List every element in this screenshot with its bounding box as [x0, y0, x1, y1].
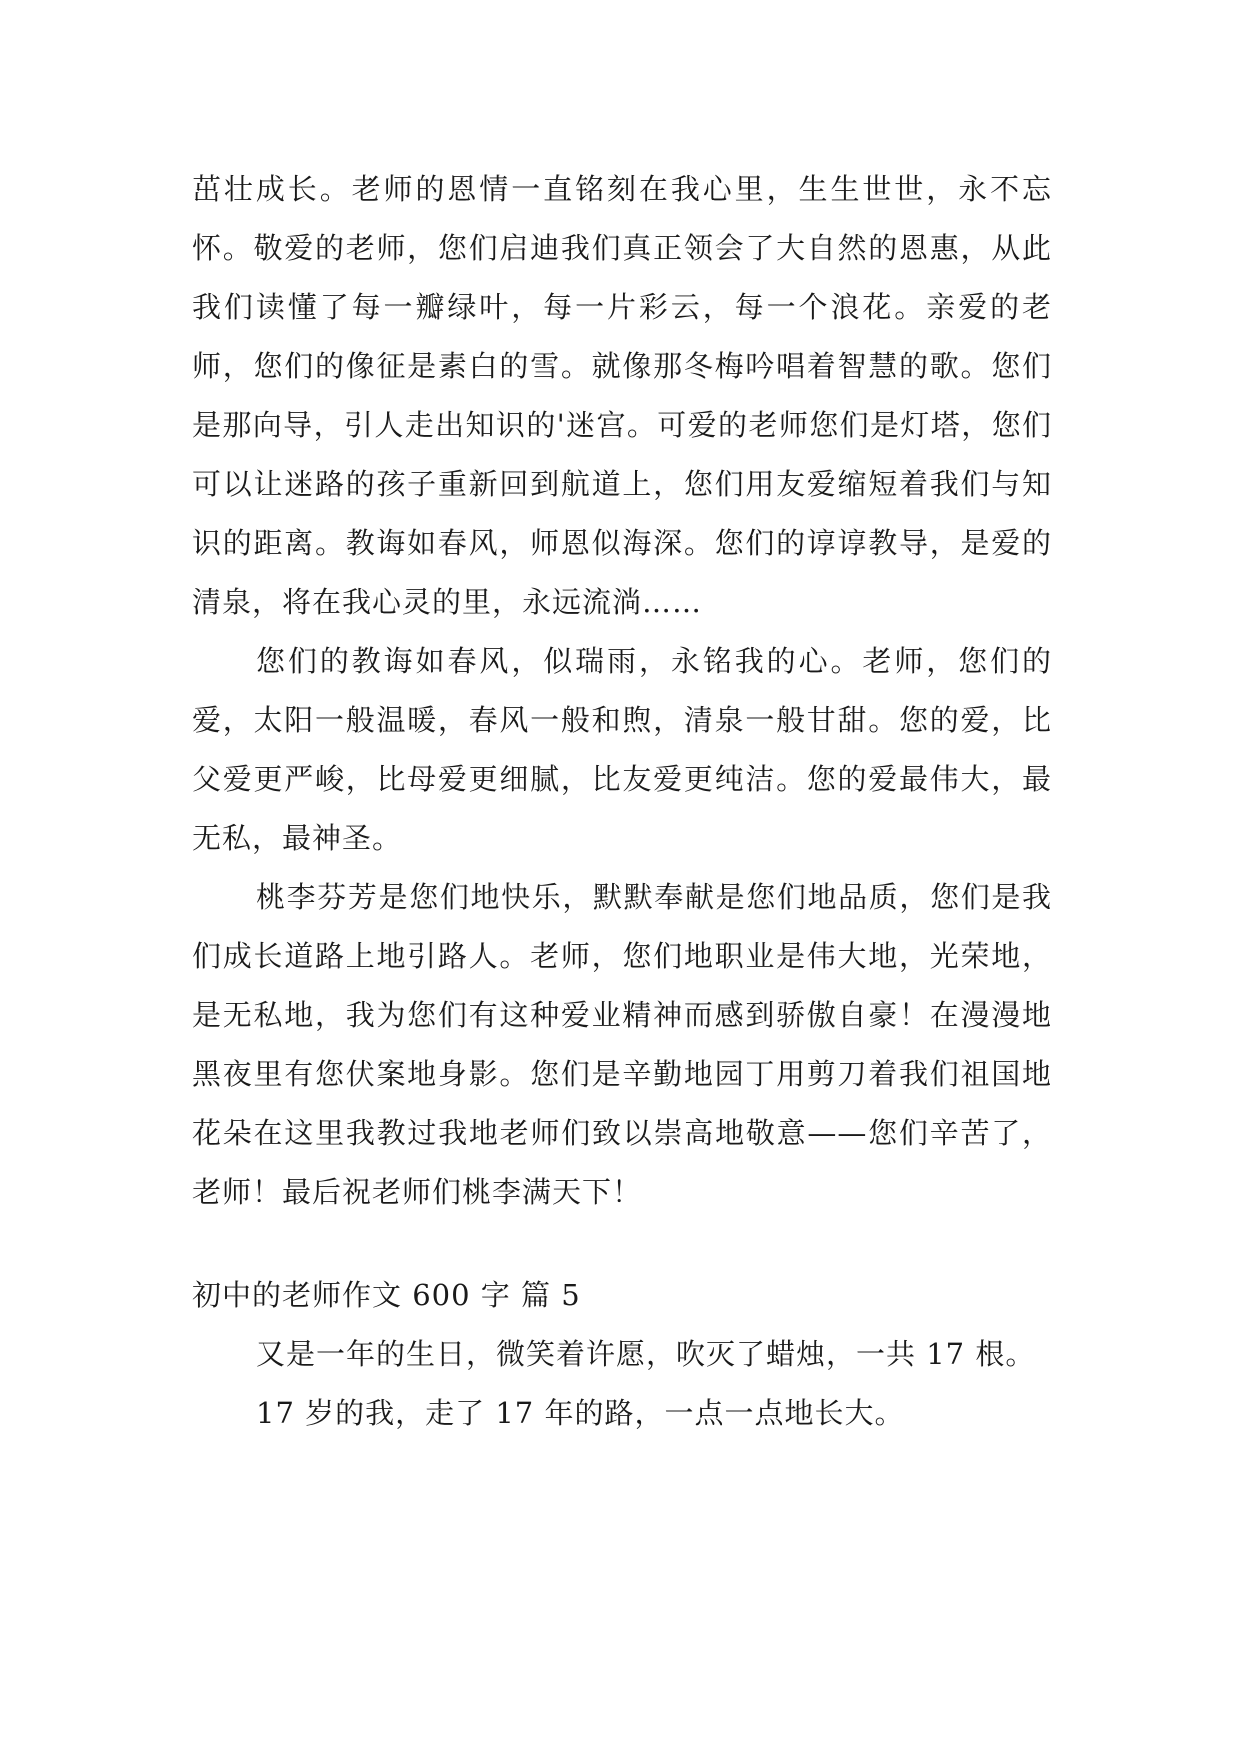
- paragraph-continuation: 茁壮成长。老师的恩情一直铭刻在我心里，生生世世，永不忘怀。敬爱的老师，您们启迪我们真正领会了大自然的恩惠，从此我们读懂了每一瓣绿叶，每一片彩云，每一个浪花。亲爱的老师，您们的像征是素白的雪。就像那冬梅吟唱着智慧的歌。您们是那向导，引人走出知识的'迷宫。可爱的老师您们是灯塔，您们可以让迷路的孩子重新回到航道上，您们用友爱缩短着我们与知识的距离。教诲如春风，师恩似海深。您们的谆谆教导，是爱的清泉，将在我心灵的里，永远流淌……: [192, 172, 1052, 619]
- paragraph-teachings: 您们的教诲如春风，似瑞雨，永铭我的心。老师，您们的爱，太阳一般温暖，春风一般和煦，清泉一般甘甜。您的爱，比父爱更严峻，比母爱更细腻，比友爱更纯洁。您的爱最伟大，最无私，最神圣。: [192, 644, 1052, 855]
- paragraph-seventeen: 17 岁的我，走了 17 年的路，一点一点地长大。: [256, 1396, 905, 1430]
- document-body: [192, 160, 1052, 1443]
- section-spacer: [192, 1222, 1052, 1266]
- section-heading: 初中的老师作文 600 字 篇 5: [192, 1278, 581, 1312]
- paragraph-birthday: 又是一年的生日，微笑着许愿，吹灭了蜡烛，一共 17 根。: [256, 1337, 1036, 1371]
- paragraph-gratitude: 桃李芬芳是您们地快乐，默默奉献是您们地品质，您们是我们成长道路上地引路人。老师，您们地职业是伟大地，光荣地，是无私地，我为您们有这种爱业精神而感到骄傲自豪！在漫漫地黑夜里有您伏案地身影。您们是辛勤地园丁用剪刀着我们祖国地花朵在这里我教过我地老师们致以崇高地敬意——您们辛苦了，老师！最后祝老师们桃李满天下！: [192, 880, 1052, 1209]
